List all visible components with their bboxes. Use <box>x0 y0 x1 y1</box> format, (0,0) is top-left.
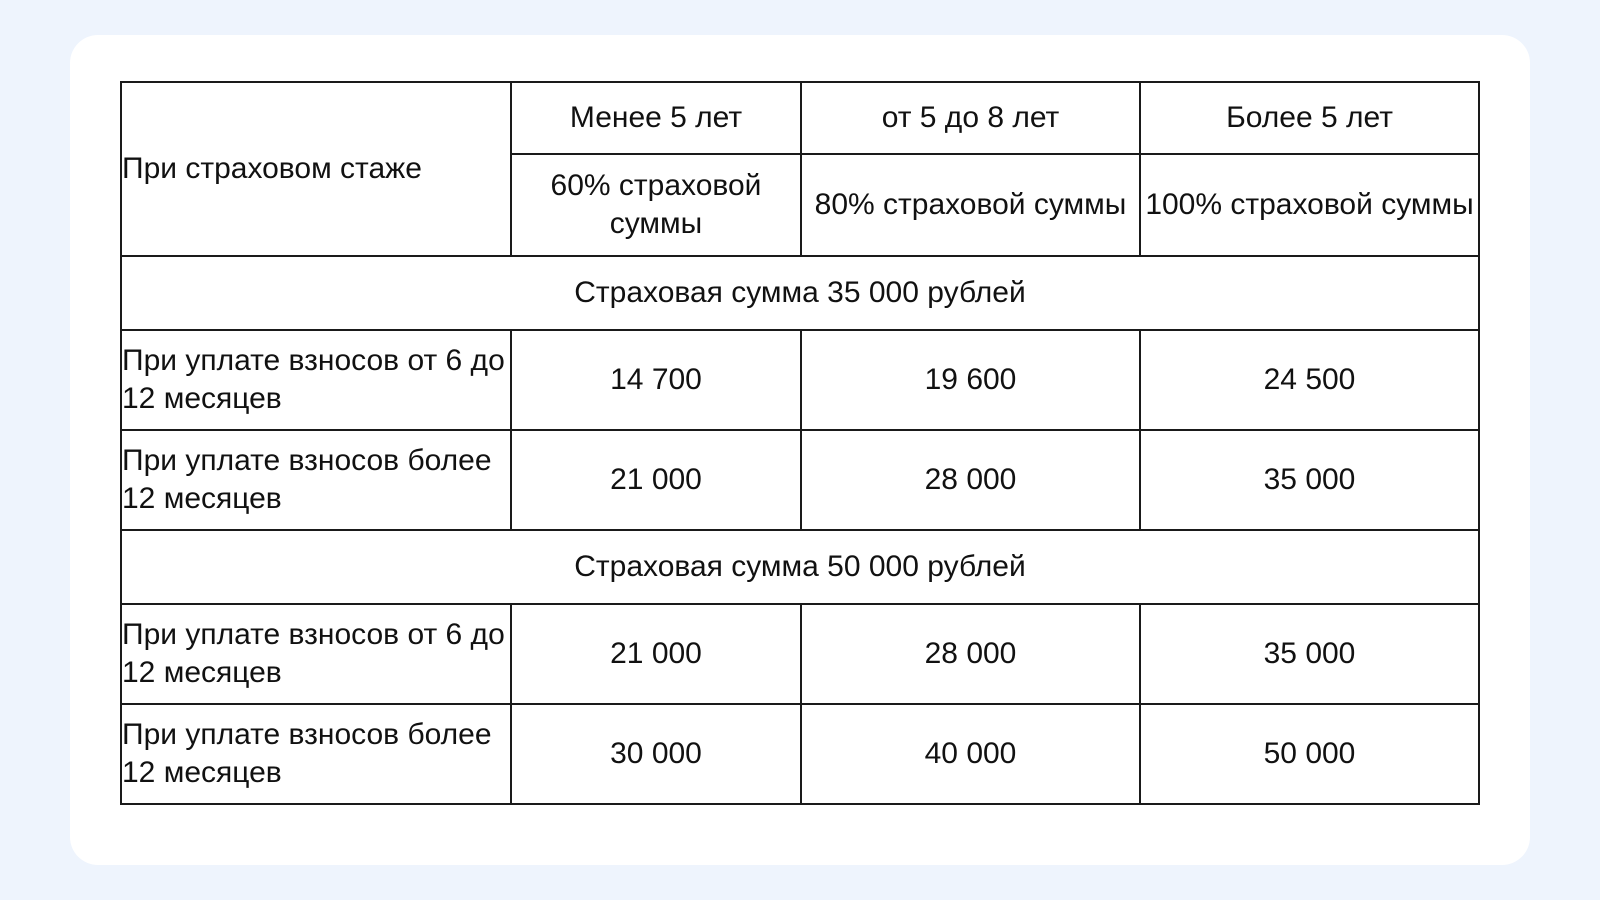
table-row <box>121 430 1479 530</box>
row-value-s1-r2-c2: 28 000 <box>801 430 1140 530</box>
row-label-s2-r1: При уплате взносов от 6 до 12 месяцев <box>121 604 511 704</box>
row-label-s1-r1: При уплате взносов от 6 до 12 месяцев <box>121 330 511 430</box>
row-value-s2-r1-c2: 28 000 <box>801 604 1140 704</box>
row-label-s1-r2: При уплате взносов более 12 месяцев <box>121 430 511 530</box>
row-value-s2-r2-c1: 30 000 <box>511 704 801 804</box>
header-column-subtitle-2: 80% страховой суммы <box>801 154 1140 256</box>
row-value-s2-r2-c2: 40 000 <box>801 704 1140 804</box>
table-row <box>121 604 1479 704</box>
section-title-2: Страховая сумма 50 000 рублей <box>121 530 1479 604</box>
row-value-s1-r1-c1: 14 700 <box>511 330 801 430</box>
table-header-row-titles <box>121 82 1479 154</box>
header-row-label: При страховом стаже <box>121 82 511 256</box>
header-column-subtitle-3: 100% страховой суммы <box>1140 154 1479 256</box>
header-column-title-3: Более 5 лет <box>1140 82 1479 154</box>
table-row <box>121 704 1479 804</box>
header-column-title-2: от 5 до 8 лет <box>801 82 1140 154</box>
header-column-title-1: Менее 5 лет <box>511 82 801 154</box>
row-value-s2-r1-c3: 35 000 <box>1140 604 1479 704</box>
section-header-row <box>121 530 1479 604</box>
row-value-s1-r1-c3: 24 500 <box>1140 330 1479 430</box>
row-value-s1-r2-c1: 21 000 <box>511 430 801 530</box>
header-column-subtitle-1: 60% страховой суммы <box>511 154 801 256</box>
row-value-s2-r1-c1: 21 000 <box>511 604 801 704</box>
table-row <box>121 330 1479 430</box>
section-header-row <box>121 256 1479 330</box>
row-label-s2-r2: При уплате взносов более 12 месяцев <box>121 704 511 804</box>
row-value-s1-r2-c3: 35 000 <box>1140 430 1479 530</box>
section-title-1: Страховая сумма 35 000 рублей <box>121 256 1479 330</box>
row-value-s1-r1-c2: 19 600 <box>801 330 1140 430</box>
row-value-s2-r2-c3: 50 000 <box>1140 704 1479 804</box>
content-card <box>70 35 1530 865</box>
insurance-rate-table <box>120 81 1480 805</box>
